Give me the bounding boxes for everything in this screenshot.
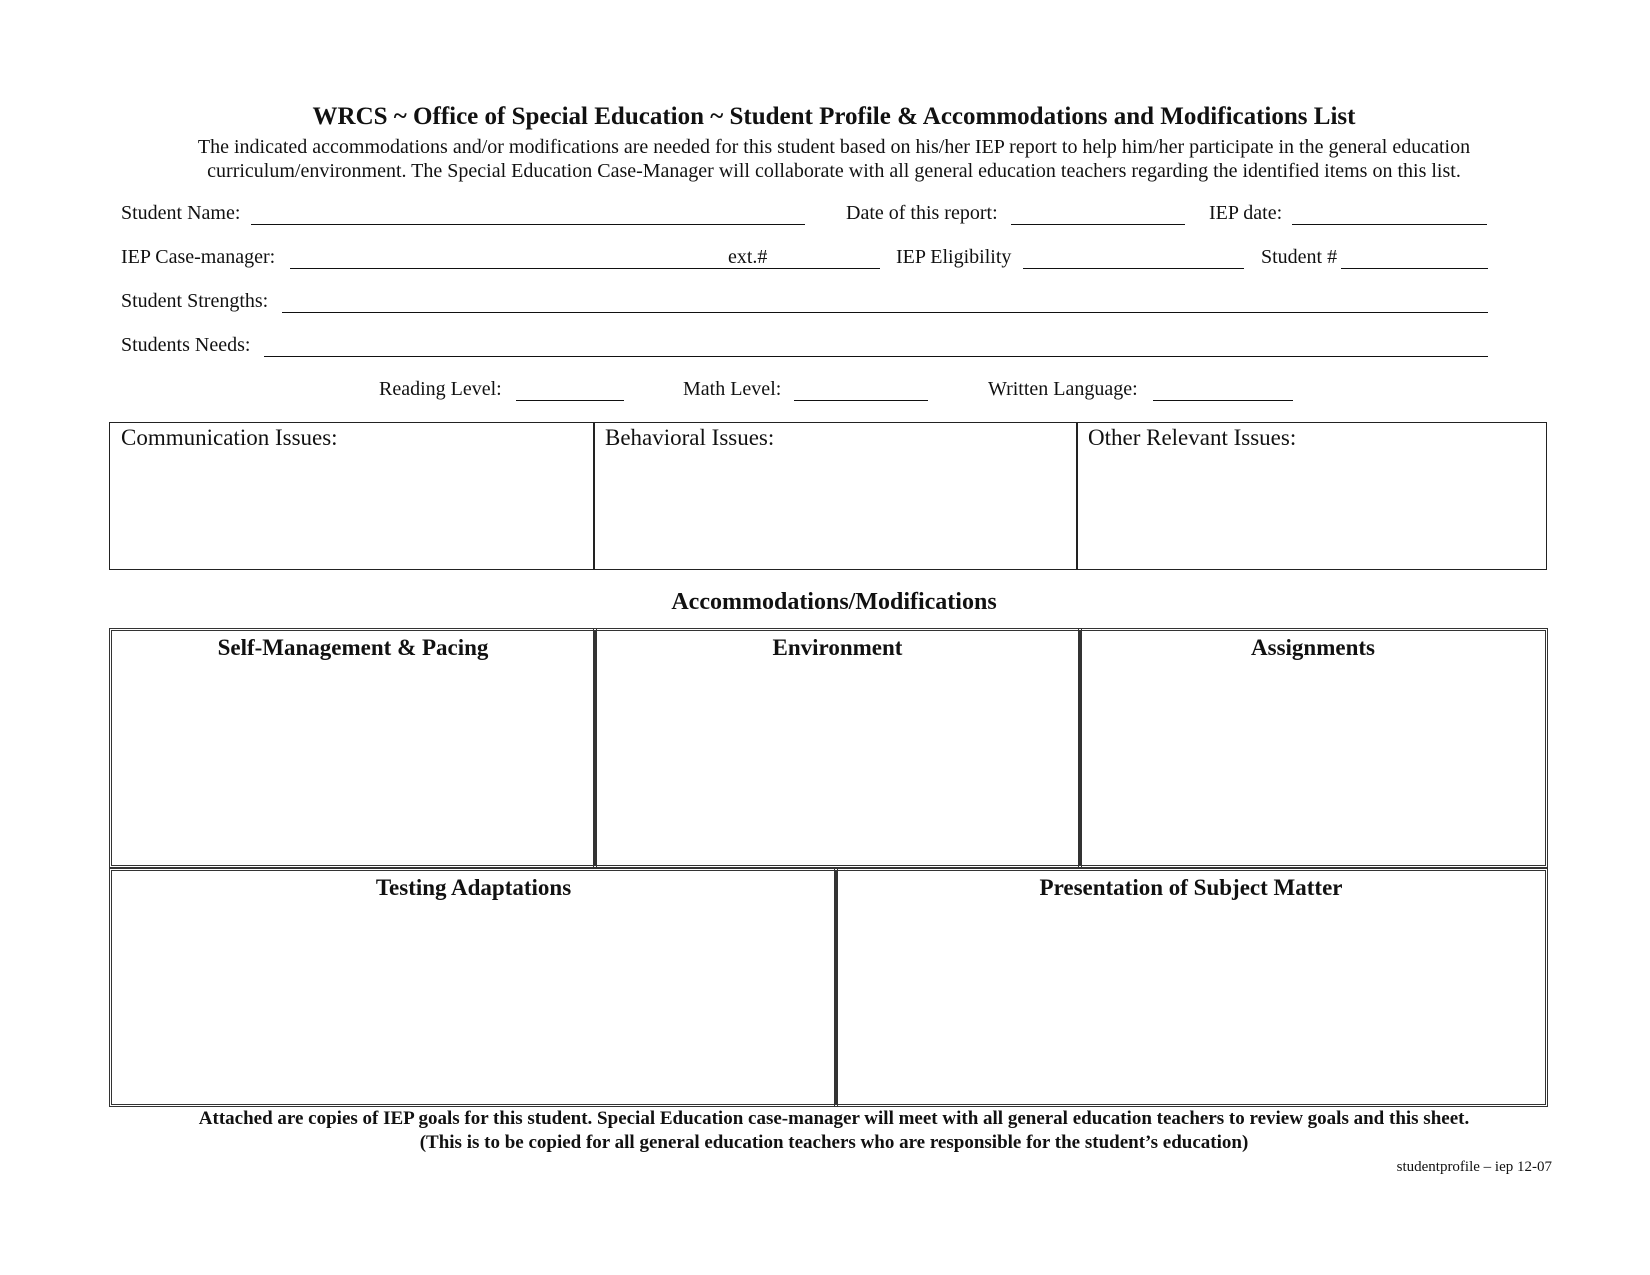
needs-field[interactable]: [264, 356, 1488, 357]
environment-box[interactable]: [593, 628, 1082, 868]
footer-line-2: (This is to be copied for all general education teachers who are responsible for the student’s education): [419, 1132, 1249, 1153]
testing-adaptations-box[interactable]: [109, 868, 838, 1107]
written-language-label: Written Language:: [988, 378, 1138, 400]
form-code: studentprofile – iep 12-07: [1396, 1159, 1552, 1175]
other-issues-box[interactable]: [1076, 422, 1547, 570]
presentation-box[interactable]: [834, 868, 1548, 1107]
case-manager-label: IEP Case-manager:: [121, 246, 276, 268]
case-manager-field[interactable]: [290, 268, 880, 269]
testing-adaptations-heading: Testing Adaptations: [375, 875, 572, 900]
intro-line-2: curriculum/environment. The Special Education Case-Manager will collaborate with all general education teachers regarding the identified items on this list.: [207, 160, 1461, 182]
student-name-label: Student Name:: [121, 202, 241, 224]
communication-issues-box[interactable]: [109, 422, 595, 570]
behavioral-issues-box[interactable]: [593, 422, 1078, 570]
other-issues-heading: Other Relevant Issues:: [1088, 425, 1297, 450]
student-name-field[interactable]: [251, 224, 805, 225]
math-level-field[interactable]: [794, 400, 928, 401]
ext-label: ext.#: [728, 246, 768, 268]
eligibility-field[interactable]: [1023, 268, 1244, 269]
strengths-label: Student Strengths:: [121, 290, 269, 312]
intro-line-1: The indicated accommodations and/or modifications are needed for this student based on his/her IEP report to help him/her participate in the general education: [197, 136, 1471, 158]
needs-label: Students Needs:: [121, 334, 251, 356]
presentation-heading: Presentation of Subject Matter: [1039, 875, 1343, 900]
report-date-label: Date of this report:: [846, 202, 998, 224]
iep-date-field[interactable]: [1292, 224, 1487, 225]
reading-level-label: Reading Level:: [379, 378, 502, 400]
environment-heading: Environment: [772, 635, 903, 660]
communication-issues-heading: Communication Issues:: [121, 425, 338, 450]
math-level-label: Math Level:: [683, 378, 782, 400]
behavioral-issues-heading: Behavioral Issues:: [605, 425, 775, 450]
eligibility-label: IEP Eligibility: [896, 246, 1012, 268]
assignments-heading: Assignments: [1251, 635, 1375, 660]
footer-line-1: Attached are copies of IEP goals for this student. Special Education case-manager will meet with all general education teachers to review goals and this sheet.: [198, 1108, 1470, 1129]
strengths-field[interactable]: [282, 312, 1488, 313]
assignments-box[interactable]: [1078, 628, 1548, 868]
self-management-box[interactable]: [109, 628, 597, 868]
iep-date-label: IEP date:: [1209, 202, 1283, 224]
report-date-field[interactable]: [1011, 224, 1185, 225]
student-number-label: Student #: [1261, 246, 1338, 268]
reading-level-field[interactable]: [516, 400, 624, 401]
student-number-field[interactable]: [1341, 268, 1488, 269]
written-language-field[interactable]: [1153, 400, 1293, 401]
accommodations-heading: Accommodations/Modifications: [671, 589, 997, 615]
self-management-heading: Self-Management & Pacing: [217, 635, 489, 660]
form-title: WRCS ~ Office of Special Education ~ Student Profile & Accommodations and Modifications List: [312, 103, 1356, 130]
